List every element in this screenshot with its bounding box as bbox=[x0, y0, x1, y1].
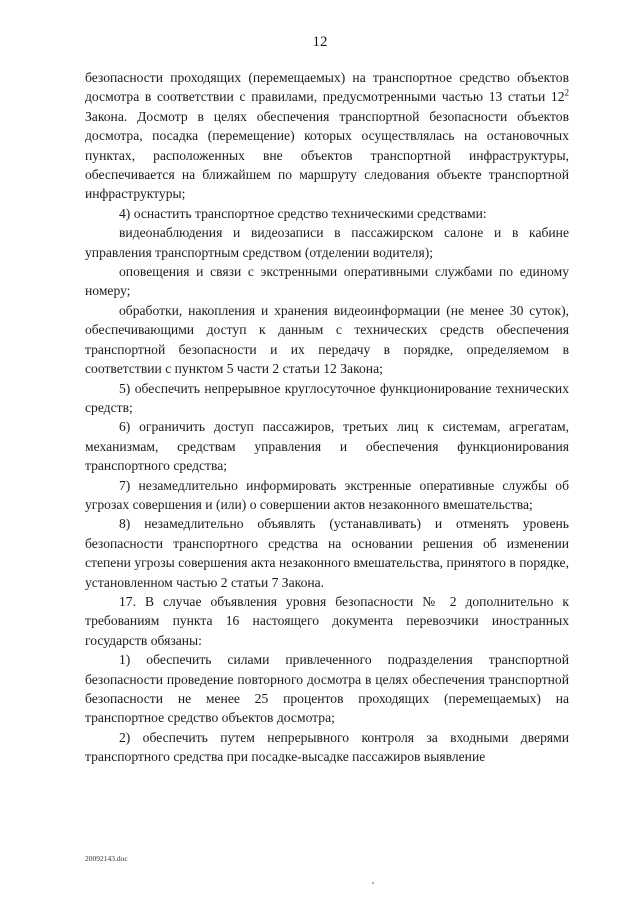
paragraph-8: 7) незамедлительно информировать экстренные оперативные службы об угрозах совершения и (или) о совершении актов незаконного вмешательства; bbox=[85, 477, 569, 512]
paragraph-7: 6) ограничить доступ пассажиров, третьих лиц к системам, агрегатам, механизмам, средствам управления и обеспечения функционирования транспортного средства; bbox=[85, 419, 569, 474]
paragraph-9: 8) незамедлительно объявлять (устанавливать) и отменять уровень безопасности транспортного средства на основании решения об изменении степени угрозы совершения акта незаконного вмешательства, принятого в порядке, установленном частью 2 статьи 7 Закона. bbox=[85, 516, 569, 590]
paragraph-4: оповещения и связи с экстренными оперативными службами по единому номеру; bbox=[85, 264, 569, 299]
paragraph-3: видеонаблюдения и видеозаписи в пассажирском салоне и в кабине управления транспортным средством (отделении водителя); bbox=[85, 225, 569, 260]
paragraph-10: 17. В случае объявления уровня безопасности № 2 дополнительно к требованиям пункта 16 настоящего документа перевозчики иностранных государств обязаны: bbox=[85, 593, 569, 648]
document-body bbox=[85, 68, 569, 767]
superscript: 2 bbox=[564, 87, 569, 98]
paragraph-12: 2) обеспечить путем непрерывного контроля за входными дверями транспортного средства при посадке-высадке пассажиров выявление bbox=[85, 729, 569, 765]
paragraph-5: обработки, накопления и хранения видеоинформации (не менее 30 суток), обеспечивающими доступ к данным с технических средств обеспечения транспортной безопасности и их передачу в порядке, определяемом в соответствии с пунктом 5 части 2 статьи 12 Закона; bbox=[85, 302, 569, 377]
paragraph-2: 4) оснастить транспортное средство техническими средствами: bbox=[119, 205, 487, 221]
page-number: 12 bbox=[312, 34, 328, 50]
paragraph-6: 5) обеспечить непрерывное круглосуточное функционирование технических средств; bbox=[85, 380, 569, 415]
paragraph-11: 1) обеспечить силами привлеченного подразделения транспортной безопасности проведение повторного досмотра в целях обеспечения транспортной безопасности не менее 25 процентов проходящих (перемещаемых) на транспортное средство объектов досмотра; bbox=[85, 652, 569, 726]
paragraph-1: безопасности проходящих (перемещаемых) на транспортное средство объектов досмотра в соответствии с правилами, предусмотренными частью 13 статьи $12^2$ Закона. Досмотр в целях обеспечения транспортной безопасности объектов досмотра, посадка (перемещение) которых осуществлялась на остановочных пунктах, расположенных вне объектов транспортной инфраструктуры, обеспечивается на ближайшем по маршруту следования объекте транспортной инфраструктуры; bbox=[85, 70, 569, 202]
footer-filename: 20092143.doc bbox=[85, 854, 128, 863]
scan-speck bbox=[372, 882, 374, 884]
